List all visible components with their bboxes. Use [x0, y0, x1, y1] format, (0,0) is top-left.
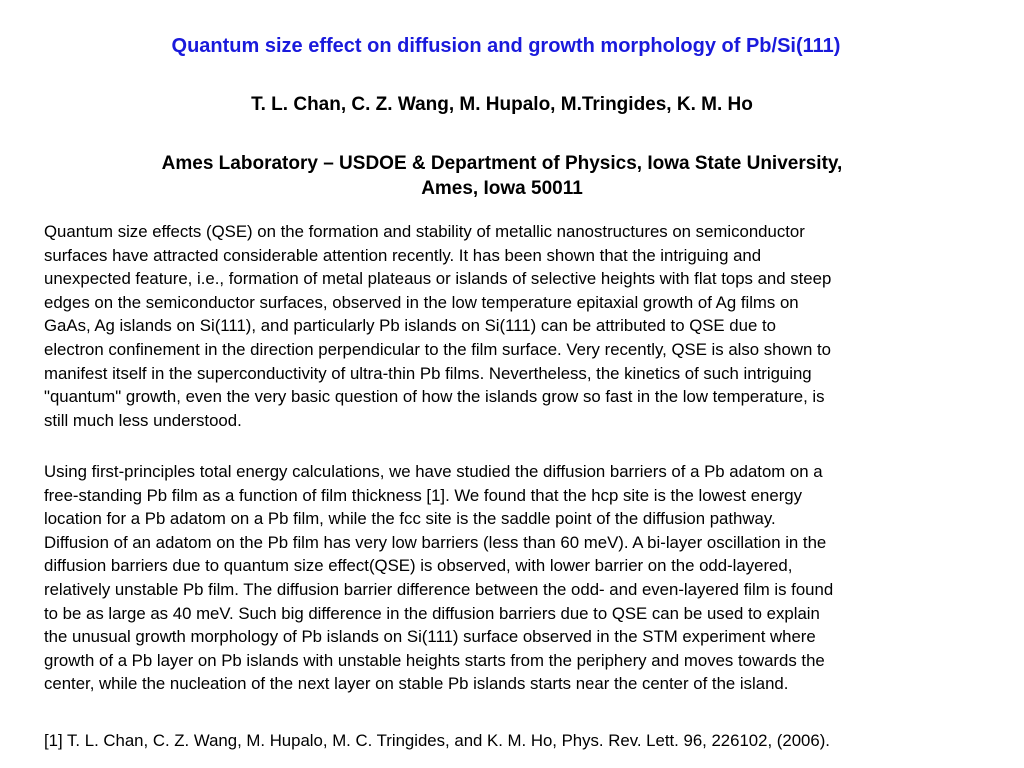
text-line: to be as large as 40 meV. Such big difference in the diffusion barriers due to QSE can be used to explain [44, 603, 820, 623]
text-line: electron confinement in the direction perpendicular to the film surface. Very recently, QSE is also shown to [44, 339, 831, 359]
text-line: free-standing Pb film as a function of film thickness [1]. We found that the hcp site is the lowest energy [44, 485, 803, 505]
text-line: diffusion barriers due to quantum size effect(QSE) is observed, with lower barrier on the odd-layered, [44, 556, 793, 576]
text-line: the unusual growth morphology of Pb islands on Si(111) surface observed in the STM experiment where [44, 627, 816, 647]
text-line: relatively unstable Pb film. The diffusion barrier difference between the odd- and even-layered film is found [44, 579, 834, 599]
text-line: growth of a Pb layer on Pb islands with unstable heights starts from the periphery and moves towards the [44, 650, 825, 670]
affiliation-line: Ames Laboratory – USDOE & Department of Physics, Iowa State University, [161, 153, 843, 174]
text-line: Quantum size effects (QSE) on the formation and stability of metallic nanostructures on semiconductor [44, 222, 805, 241]
text-line: unexpected feature, i.e., formation of metal plateaus or islands of selective heights with flat tops and steep [44, 269, 832, 289]
text-line: GaAs, Ag islands on Si(111), and particularly Pb islands on Si(111) can be attributed to QSE due to [44, 316, 776, 336]
paper-title: Quantum size effect on diffusion and growth morphology of Pb/Si(111) [171, 35, 841, 57]
text-line: still much less understood. [44, 410, 242, 430]
text-line: Using first-principles total energy calculations, we have studied the diffusion barriers of a Pb adatom on a [44, 462, 823, 481]
text-line: "quantum" growth, even the very basic question of how the islands grow so fast in the low temperature, is [44, 387, 825, 407]
text-line: location for a Pb adatom on a Pb film, while the fcc site is the saddle point of the diffusion pathway. [44, 509, 776, 529]
author-list: T. L. Chan, C. Z. Wang, M. Hupalo, M.Tringides, K. M. Ho [251, 94, 753, 115]
reference-text: [1] T. L. Chan, C. Z. Wang, M. Hupalo, M. C. Tringides, and K. M. Ho, Phys. Rev. Lett. 96, 226102, (2006). [44, 731, 830, 750]
text-line: manifest itself in the superconductivity of ultra-thin Pb films. Nevertheless, the kinetics of such intriguing [44, 363, 812, 383]
text-line: edges on the semiconductor surfaces, observed in the low temperature epitaxial growth of Ag films on [44, 292, 799, 312]
text-line: Diffusion of an adatom on the Pb film has very low barriers (less than 60 meV). A bi-layer oscillation in the [44, 532, 827, 552]
text-line: center, while the nucleation of the next layer on stable Pb islands starts near the center of the island. [44, 674, 789, 694]
affiliation-line: Ames, Iowa 50011 [421, 178, 583, 199]
abstract-paragraph-1 [44, 220, 988, 432]
reference-entry [44, 729, 988, 753]
text-line: surfaces have attracted considerable attention recently. It has been shown that the intriguing and [44, 245, 762, 265]
affiliation [0, 151, 1004, 201]
abstract-paragraph-2 [44, 460, 988, 696]
